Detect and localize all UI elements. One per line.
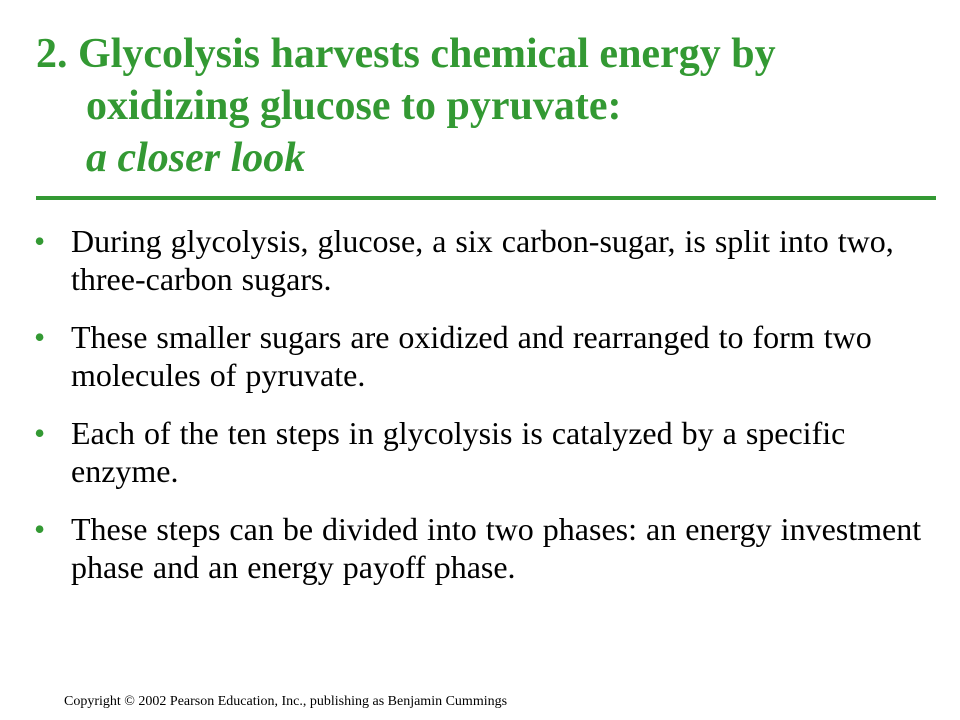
bullet-text: During glycolysis, glucose, a six carbon-sugar, is split into two, three-carbon sugars. <box>71 223 894 297</box>
bullet-item <box>34 510 934 586</box>
bullet-text: Each of the ten steps in glycolysis is catalyzed by a specific enzyme. <box>71 415 846 489</box>
title-divider <box>36 196 936 200</box>
bullet-icon: • <box>34 223 46 259</box>
copyright-footer: Copyright © 2002 Pearson Education, Inc., publishing as Benjamin Cummings <box>64 694 508 709</box>
bullet-icon: • <box>34 415 46 451</box>
bullet-icon: • <box>34 319 46 355</box>
title-line-1: 2. Glycolysis harvests chemical energy by <box>36 31 776 77</box>
title-line-2: oxidizing glucose to pyruvate: <box>86 83 622 129</box>
bullet-icon: • <box>34 511 46 547</box>
bullet-item <box>34 222 934 298</box>
bullet-list <box>34 222 934 606</box>
bullet-text: These steps can be divided into two phases: an energy investment phase and an energy payoff phase. <box>71 511 922 585</box>
bullet-item <box>34 414 934 490</box>
title-subtitle: a closer look <box>86 135 306 181</box>
bullet-text: These smaller sugars are oxidized and rearranged to form two molecules of pyruvate. <box>71 319 872 393</box>
slide-title <box>36 28 936 184</box>
bullet-item <box>34 318 934 394</box>
